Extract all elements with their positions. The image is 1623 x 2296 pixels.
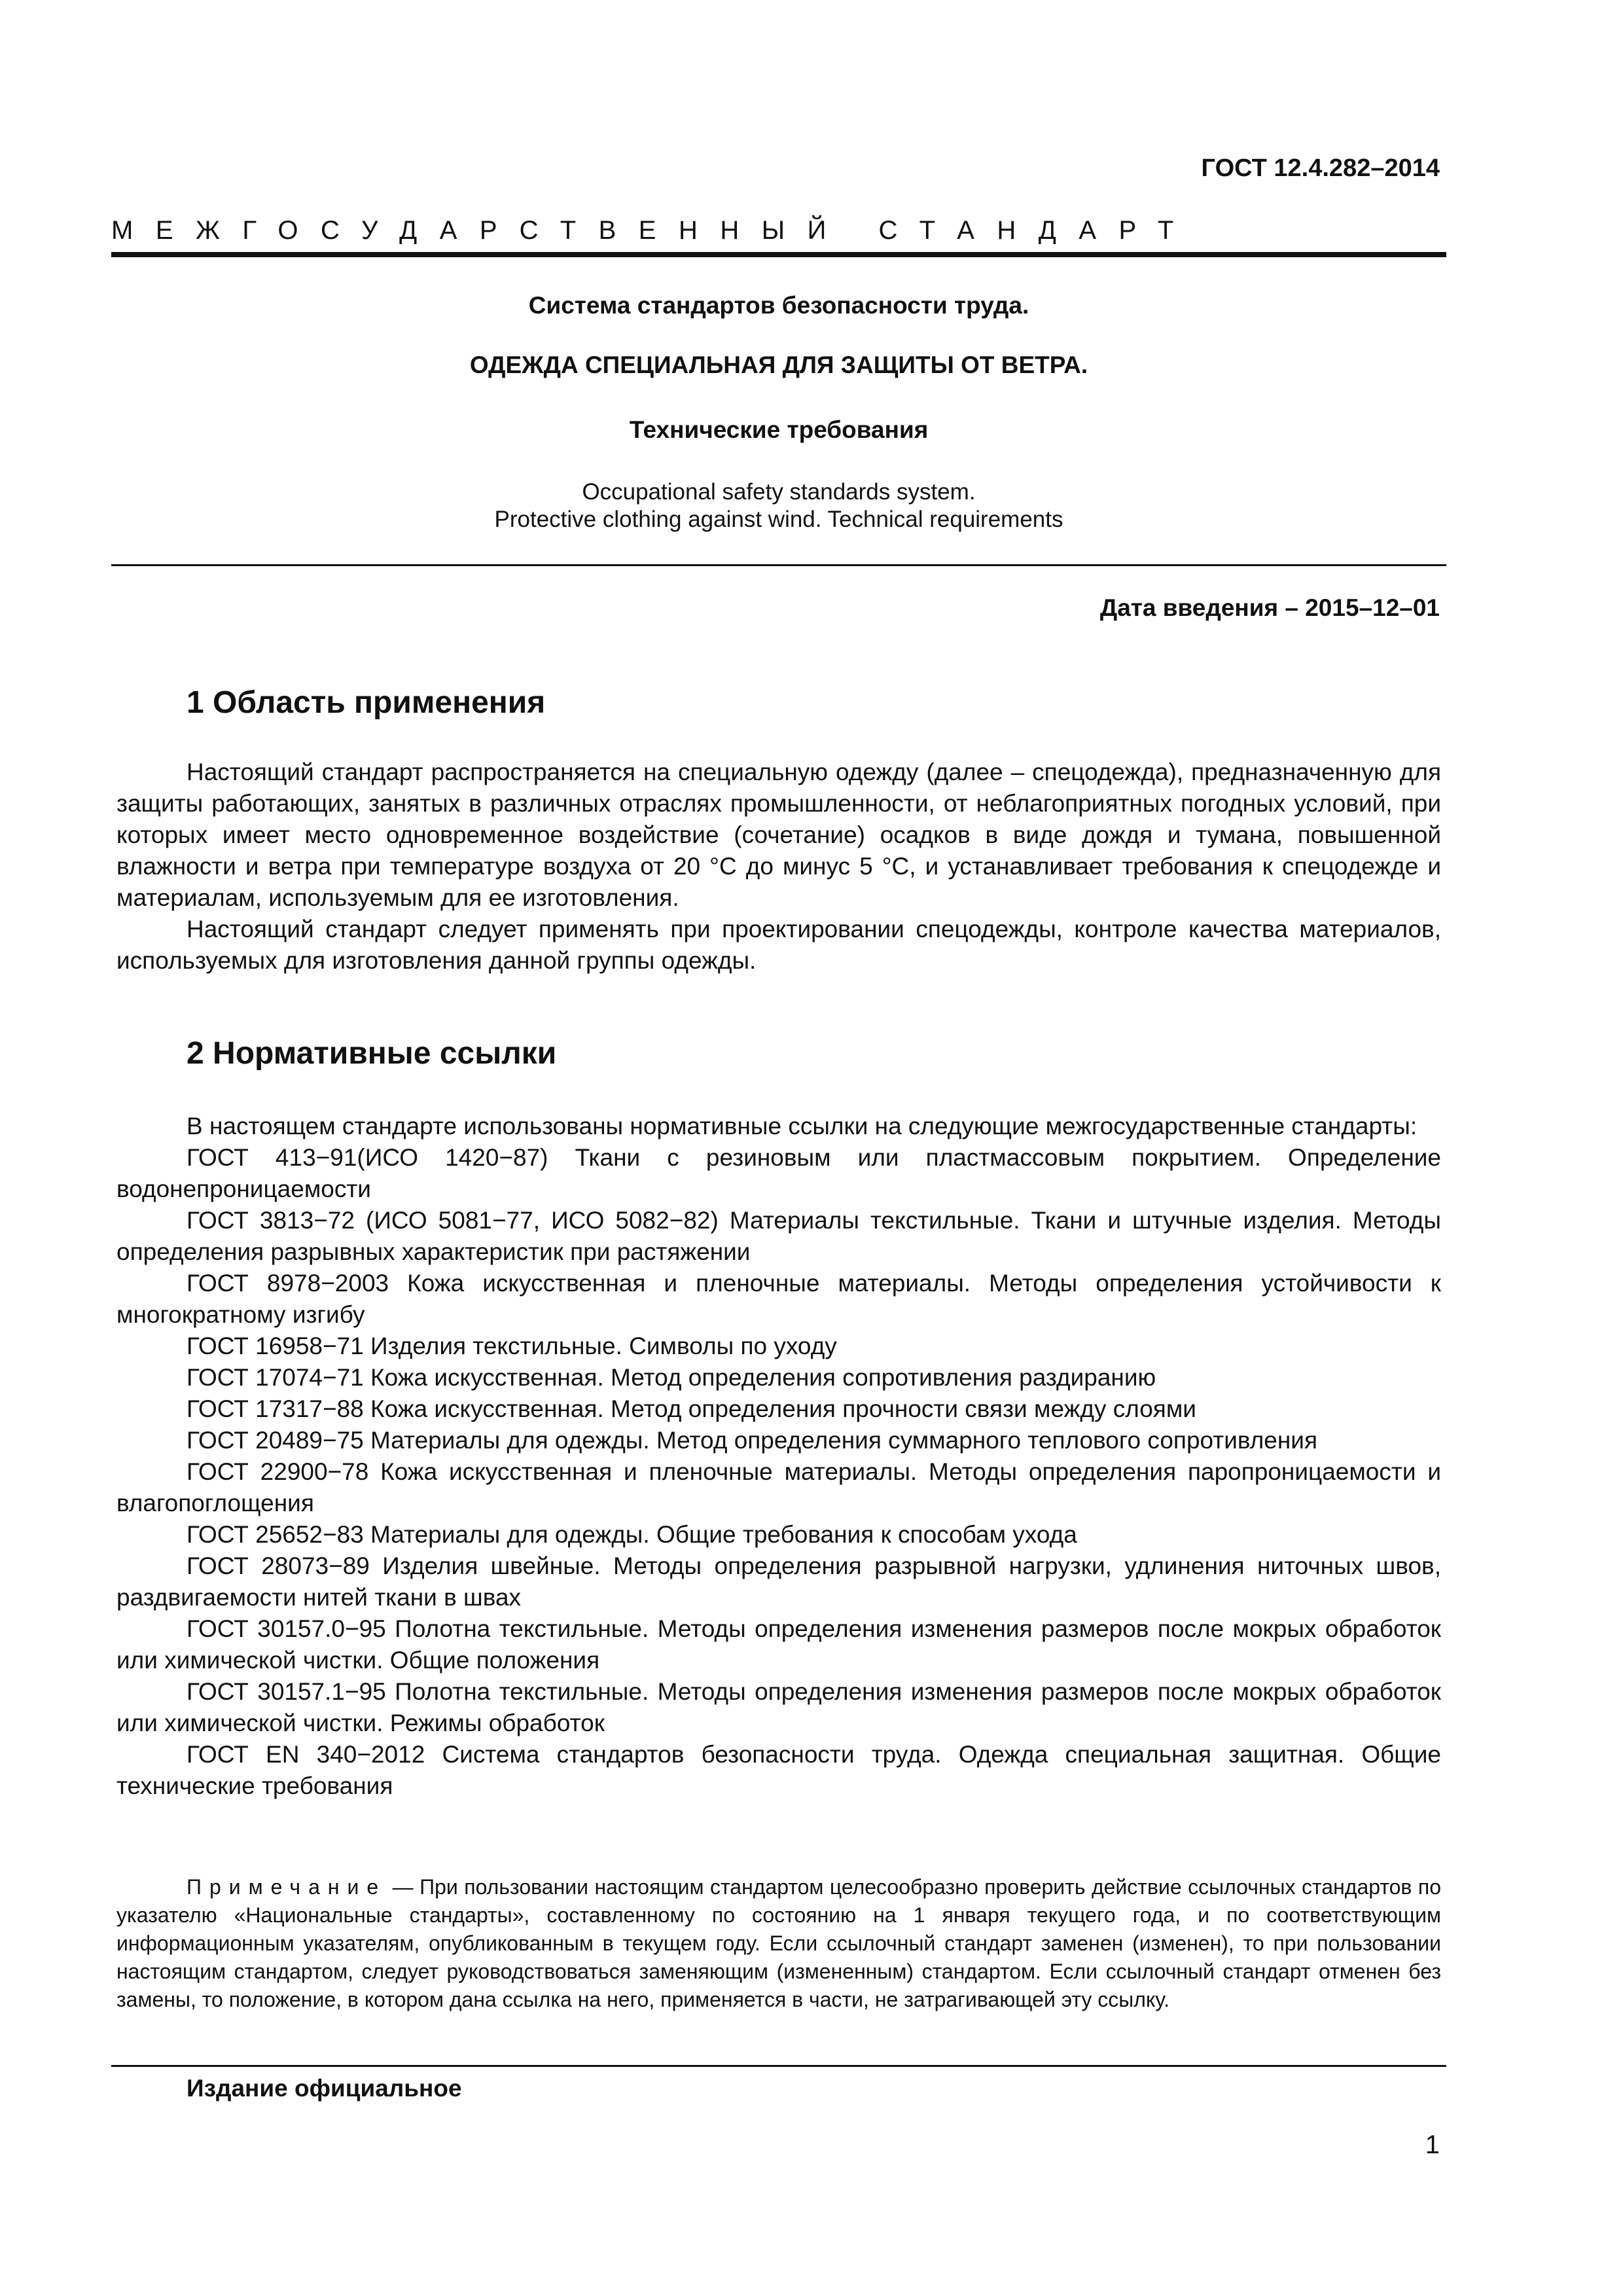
section-heading-scope: 1 Область применения	[187, 685, 546, 720]
reference-item: ГОСТ 30157.0−95 Полотна текстильные. Методы определения изменения размеров после мокрых обработок или химической чистки. Общие положения	[116, 1615, 1441, 1674]
references-note	[116, 1873, 1441, 2014]
section-references-body	[116, 1111, 1441, 1802]
reference-item: ГОСТ 3813−72 (ИСО 5081−77, ИСО 5082−82) Материалы текстильные. Ткани и штучные изделия. Методы определения разрывных характеристик при растяжении	[116, 1207, 1441, 1265]
reference-item: ГОСТ 17317−88 Кожа искусственная. Метод определения прочности связи между слоями	[187, 1395, 1196, 1422]
references-intro: В настоящем стандарте использованы нормативные ссылки на следующие межгосударственные стандарты:	[187, 1113, 1418, 1139]
title-system: Система стандартов безопасности труда.	[528, 292, 1029, 319]
note-text: — При пользовании настоящим стандартом целесообразно проверить действие ссылочных стандартов по указателю «Национальные стандарты», составленному по состоянию на 1 января текущего года, и по соответствующим информационным указателям, опубликованным в текущем году. Если ссылочный стандарт заменен (изменен), то при пользовании настоящим стандартом, следует руководствоваться заменяющим (измененным) стандартом. Если ссылочный стандарт отменен без замены, то положение, в котором дана ссылка на него, применяется в части, не затрагивающей эту ссылку.	[116, 1875, 1441, 2011]
introduction-date: Дата введения – 2015–12–01	[1099, 594, 1440, 621]
title-divider	[111, 564, 1446, 566]
official-edition-label: Издание официальное	[187, 2075, 462, 2102]
reference-item: ГОСТ 8978−2003 Кожа искусственная и пленочные материалы. Методы определения устойчивости к многократному изгибу	[116, 1270, 1441, 1328]
scope-paragraph: Настоящий стандарт следует применять при проектировании спецодежды, контроле качества материалов, используемых для изготовления данной группы одежды.	[116, 916, 1441, 974]
section-scope-body	[116, 757, 1441, 977]
reference-item: ГОСТ EN 340−2012 Система стандартов безопасности труда. Одежда специальная защитная. Общие технические требования	[116, 1741, 1441, 1799]
page-number: 1	[1425, 2130, 1440, 2159]
reference-item: ГОСТ 30157.1−95 Полотна текстильные. Методы определения изменения размеров после мокрых обработок или химической чистки. Режимы обработок	[116, 1678, 1441, 1736]
header-divider	[111, 252, 1446, 257]
document-code: ГОСТ 12.4.282–2014	[1201, 154, 1440, 182]
reference-item: ГОСТ 413−91(ИСО 1420−87) Ткани с резиновым или пластмассовым покрытием. Определение водонепроницаемости	[116, 1144, 1441, 1202]
title-english-line-1: Occupational safety standards system.	[582, 479, 976, 505]
reference-item: ГОСТ 16958−71 Изделия текстильные. Символы по уходу	[187, 1333, 837, 1359]
title-english-line-2: Protective clothing against wind. Technical requirements	[494, 507, 1063, 532]
reference-item: ГОСТ 22900−78 Кожа искусственная и пленочные материалы. Методы определения паропроницаемости и влагопоглощения	[116, 1458, 1441, 1516]
note-label: Примечание	[187, 1875, 387, 1899]
interstate-standard-label: МЕЖГОСУДАРСТВЕННЫЙ СТАНДАРТ	[111, 216, 1196, 245]
title-requirements: Технические требования	[629, 416, 929, 443]
title-clothing: ОДЕЖДА СПЕЦИАЛЬНАЯ ДЛЯ ЗАЩИТЫ ОТ ВЕТРА.	[469, 351, 1088, 378]
reference-item: ГОСТ 28073−89 Изделия швейные. Методы определения разрывной нагрузки, удлинения ниточных швов, раздвигаемости нитей ткани в швах	[116, 1552, 1441, 1611]
reference-item: ГОСТ 25652−83 Материалы для одежды. Общие требования к способам ухода	[187, 1521, 1077, 1548]
section-heading-references: 2 Нормативные ссылки	[187, 1036, 557, 1071]
footer-divider	[111, 2065, 1446, 2067]
reference-item: ГОСТ 20489−75 Материалы для одежды. Метод определения суммарного теплового сопротивления	[187, 1427, 1318, 1454]
reference-item: ГОСТ 17074−71 Кожа искусственная. Метод определения сопротивления раздиранию	[187, 1364, 1156, 1391]
scope-paragraph: Настоящий стандарт распространяется на специальную одежду (далее – спецодежда), предназначенную для защиты работающих, занятых в различных отраслях промышленности, от неблагоприятных погодных условий, при которых имеет место одновременное воздействие (сочетание) осадков в виде дождя и тумана, повышенной влажности и ветра при температуре воздуха от 20 °С до минус 5 °С, и устанавливает требования к спецодежде и материалам, используемым для ее изготовления.	[116, 759, 1441, 911]
